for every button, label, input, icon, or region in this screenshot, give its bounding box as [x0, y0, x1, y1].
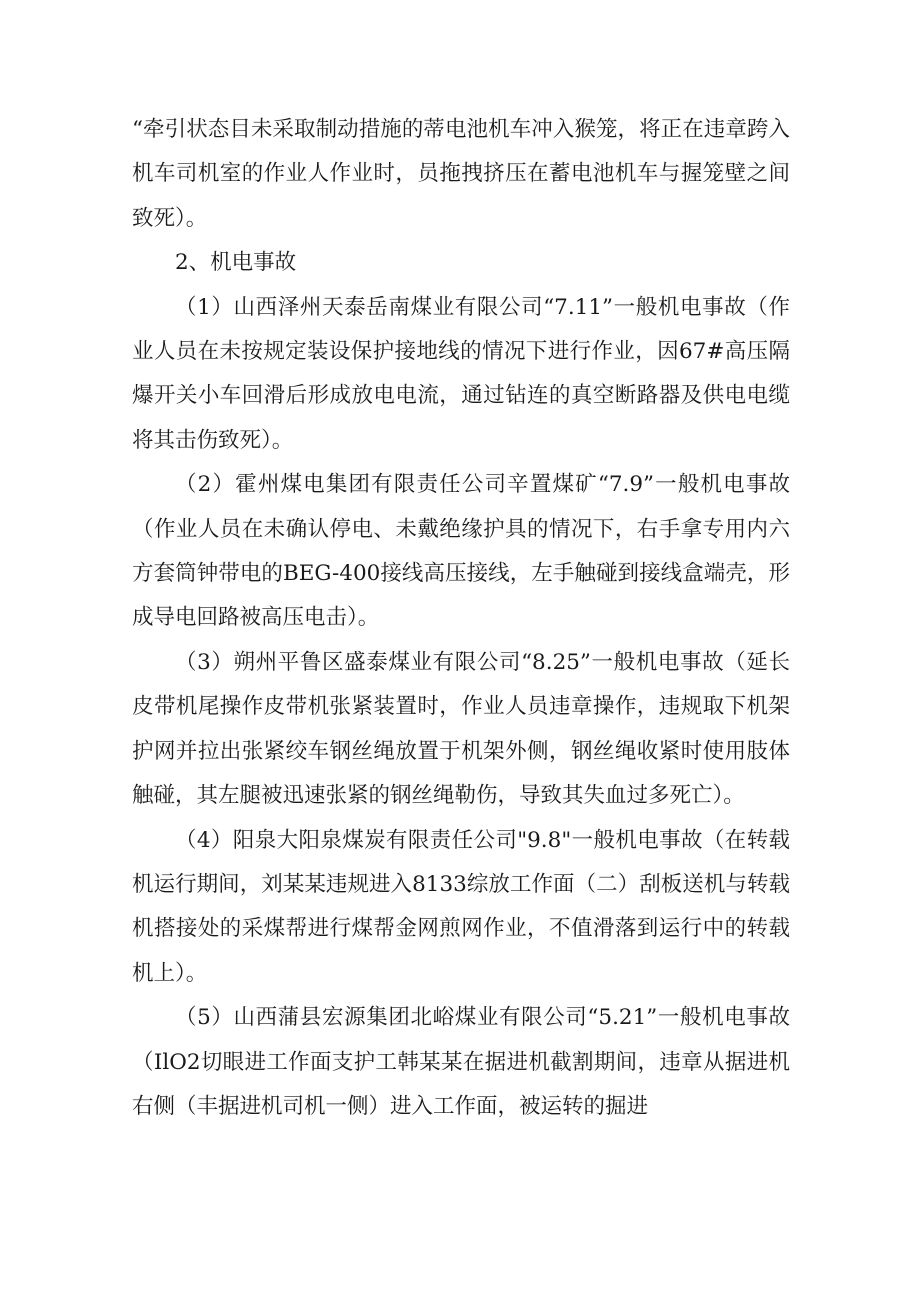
paragraph-accident-4: （4）阳泉大阳泉煤炭有限责任公司"9.8"一般机电事故（在转载机运行期间，刘某某违规进入8133综放工作面（二）刮板送机与转载机搭接处的采煤帮进行煤帮金网煎网作业，不值滑落到运行中的转载机上）。 — [132, 827, 790, 986]
paragraph-accident-1: （1）山西泽州天泰岳南煤业有限公司“7.11”一般机电事故（作业人员在未按规定装设保护接地线的情况下进行作业，因67#高压隔爆开关小车回滑后形成放电电流，通过钻连的真空断路器及供电电缆将其击伤致死）。 — [132, 294, 790, 453]
paragraph-accident-2: （2）霍州煤电集团有限责任公司辛置煤矿“7.9”一般机电事故（作业人员在未确认停电、未戴绝缘护具的情况下，右手拿专用内六方套筒钟带电的BEG-400接线高压接线，左手触碰到接线盒端壳，形成导电回路被高压电击）。 — [132, 472, 790, 631]
paragraph-accident-3: （3）朔州平鲁区盛泰煤业有限公司“8.25”一般机电事故（延长皮带机尾操作皮带机张紧装置时，作业人员违章操作，违规取下机架护网并拉出张紧绞车钢丝绳放置于机架外侧，钢丝绳收紧时使用肢体触碰，其左腿被迅速张紧的钢丝绳勒伤，导致其失血过多死亡）。 — [132, 649, 790, 809]
paragraph-accident-5: （5）山西蒲县宏源集团北峪煤业有限公司“5.21”一般机电事故（IlO2切眼进工作面支护工韩某某在据进机截割期间，违章从据进机右侧（丰据进机司机一侧）进入工作面，被运转的掘进 — [132, 1005, 790, 1119]
document-body — [132, 108, 790, 1129]
paragraph-continuation: “牵引状态目未采取制动措施的蒂电池机车冲入猴笼，将正在违章跨入机车司机室的作业人作业时，员拖拽挤压在蓄电池机车与握笼壁之间致死）。 — [132, 117, 790, 231]
section-heading-electromechanical-accidents: 2、机电事故 — [175, 250, 297, 276]
